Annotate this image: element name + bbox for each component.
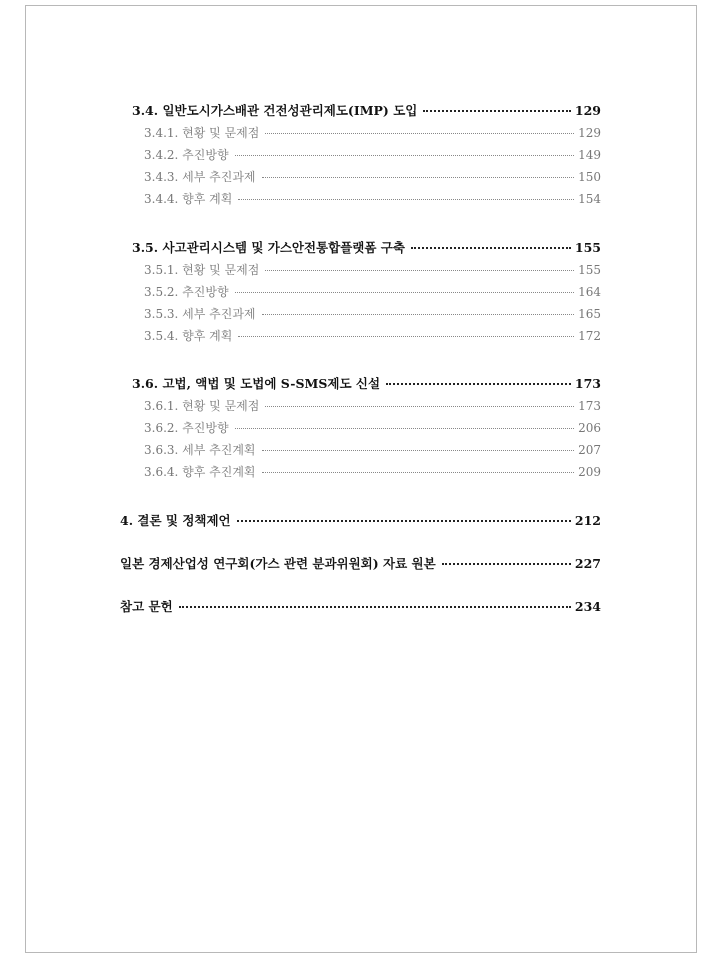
toc-entry-title: 3.4.2. 추진방향 bbox=[144, 148, 229, 162]
toc-entry-3-6[interactable] bbox=[132, 374, 601, 392]
toc-entry-title: 참고 문헌 bbox=[120, 599, 173, 614]
toc-entry-title: 3.5.2. 추진방향 bbox=[144, 285, 229, 299]
toc-entry-3-6-2[interactable] bbox=[144, 419, 601, 436]
toc-entry-3-5-4[interactable] bbox=[144, 327, 601, 344]
dot-leader bbox=[238, 199, 574, 200]
toc-entry-title: 3.6. 고법, 액법 및 도법에 S-SMS제도 신설 bbox=[132, 376, 381, 391]
dot-leader bbox=[262, 314, 575, 315]
dot-leader bbox=[235, 155, 575, 156]
toc-page-number: 129 bbox=[574, 103, 601, 118]
toc-entry-title: 3.4.4. 향후 계획 bbox=[144, 192, 233, 206]
toc-entry-3-4-4[interactable] bbox=[144, 190, 601, 207]
dot-leader bbox=[235, 428, 575, 429]
toc-entry-title: 3.5.3. 세부 추진과제 bbox=[144, 307, 256, 321]
toc-entry-3-5[interactable] bbox=[132, 238, 601, 256]
dot-leader bbox=[265, 406, 574, 407]
toc-page-number: 164 bbox=[578, 285, 601, 299]
dot-leader bbox=[386, 383, 571, 385]
dot-leader bbox=[262, 177, 575, 178]
toc-page-number: 234 bbox=[574, 599, 601, 614]
toc-entry-title: 4. 결론 및 정책제언 bbox=[120, 513, 231, 528]
toc-page-number: 155 bbox=[574, 240, 601, 255]
toc-page-number: 227 bbox=[574, 556, 601, 571]
toc-page-number: 165 bbox=[578, 307, 601, 321]
dot-leader bbox=[411, 247, 571, 249]
toc-entry-chapter-4[interactable] bbox=[120, 511, 601, 529]
toc-page-number: 209 bbox=[578, 465, 601, 479]
dot-leader bbox=[238, 336, 574, 337]
toc-page-number: 212 bbox=[574, 513, 601, 528]
toc-entry-3-4[interactable] bbox=[132, 101, 601, 119]
toc-page-number: 150 bbox=[578, 170, 601, 184]
dot-leader bbox=[442, 563, 571, 565]
dot-leader bbox=[262, 472, 575, 473]
toc-entry-3-6-4[interactable] bbox=[144, 463, 601, 480]
toc-entry-title: 3.4.3. 세부 추진과제 bbox=[144, 170, 256, 184]
toc-entry-3-6-1[interactable] bbox=[144, 397, 601, 414]
toc-entry-title: 3.5. 사고관리시스템 및 가스안전통합플랫폼 구축 bbox=[132, 240, 405, 255]
toc-entry-title: 일본 경제산업성 연구회(가스 관련 분과위원회) 자료 원본 bbox=[120, 556, 436, 571]
table-of-contents bbox=[26, 6, 696, 952]
toc-entry-title: 3.6.4. 향후 추진계획 bbox=[144, 465, 256, 479]
toc-page-number: 154 bbox=[578, 192, 601, 206]
dot-leader bbox=[179, 606, 571, 608]
toc-page-number: 172 bbox=[578, 329, 601, 343]
dot-leader bbox=[265, 133, 574, 134]
toc-entry-3-6-3[interactable] bbox=[144, 441, 601, 458]
dot-leader bbox=[265, 270, 574, 271]
toc-page-number: 173 bbox=[578, 399, 601, 413]
dot-leader bbox=[423, 110, 571, 112]
toc-entry-title: 3.4.1. 현황 및 문제점 bbox=[144, 126, 260, 140]
toc-entry-appendix[interactable] bbox=[120, 554, 601, 572]
dot-leader bbox=[235, 292, 575, 293]
toc-entry-3-5-3[interactable] bbox=[144, 305, 601, 322]
toc-entry-title: 3.5.4. 향후 계획 bbox=[144, 329, 233, 343]
dot-leader bbox=[262, 450, 575, 451]
toc-entry-title: 3.5.1. 현황 및 문제점 bbox=[144, 263, 260, 277]
dot-leader bbox=[237, 520, 571, 522]
toc-entry-title: 3.6.3. 세부 추진계획 bbox=[144, 443, 256, 457]
toc-page-number: 173 bbox=[574, 376, 601, 391]
toc-entry-3-4-2[interactable] bbox=[144, 146, 601, 163]
toc-page-number: 206 bbox=[578, 421, 601, 435]
toc-page-number: 149 bbox=[578, 148, 601, 162]
toc-page-number: 207 bbox=[578, 443, 601, 457]
document-page bbox=[25, 5, 697, 953]
toc-entry-title: 3.6.2. 추진방향 bbox=[144, 421, 229, 435]
toc-page-number: 129 bbox=[578, 126, 601, 140]
toc-entry-3-4-1[interactable] bbox=[144, 124, 601, 141]
toc-entry-references[interactable] bbox=[120, 597, 601, 615]
toc-entry-3-5-1[interactable] bbox=[144, 261, 601, 278]
toc-entry-title: 3.6.1. 현황 및 문제점 bbox=[144, 399, 260, 413]
toc-entry-3-5-2[interactable] bbox=[144, 283, 601, 300]
toc-entry-title: 3.4. 일반도시가스배관 건전성관리제도(IMP) 도입 bbox=[132, 103, 418, 118]
toc-entry-3-4-3[interactable] bbox=[144, 168, 601, 185]
toc-page-number: 155 bbox=[578, 263, 601, 277]
